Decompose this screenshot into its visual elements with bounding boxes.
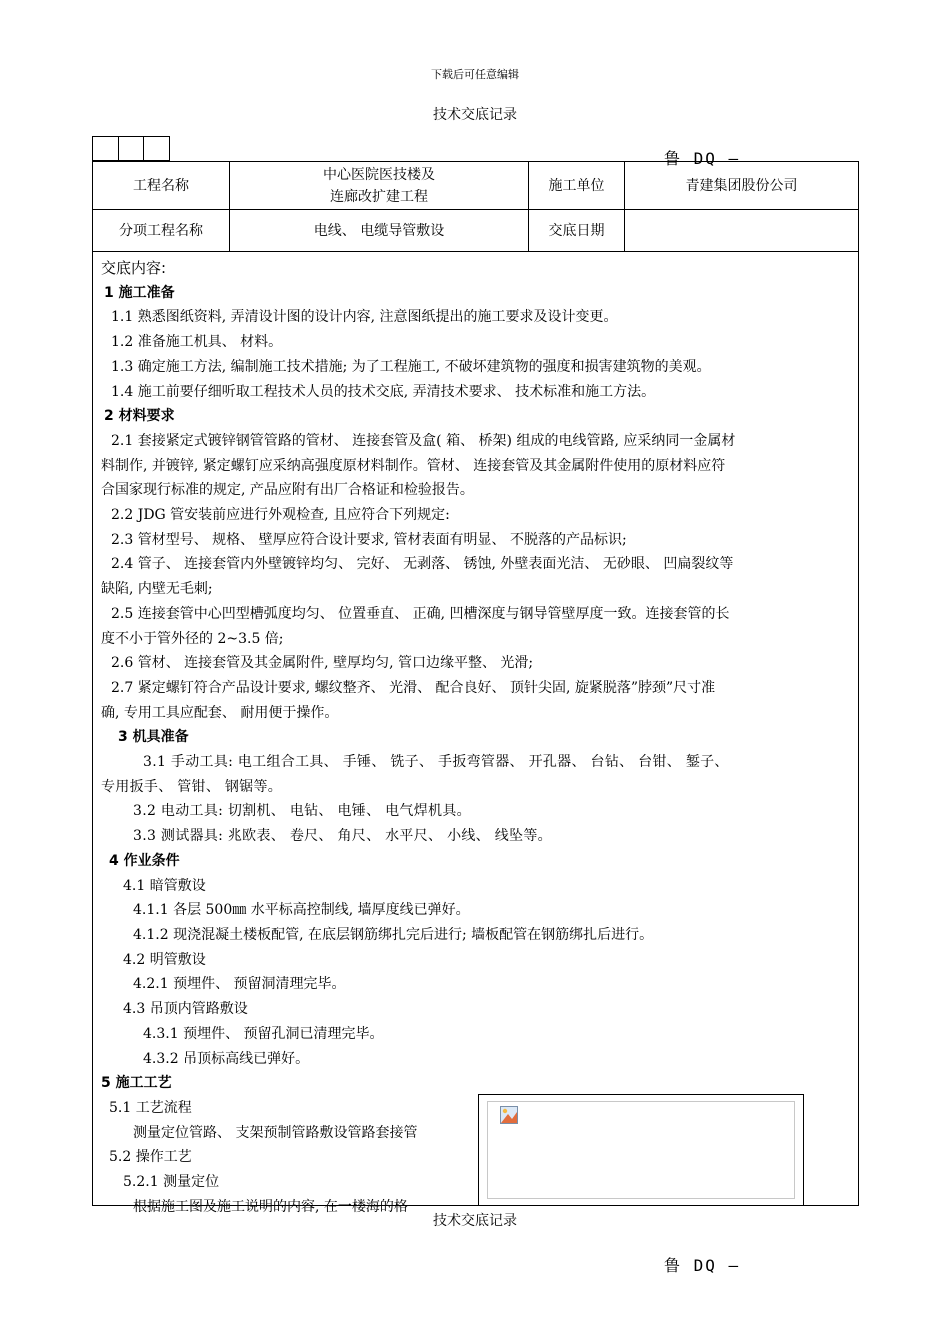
- item-1-3: 1.3 确定施工方法, 编制施工技术措施; 为了工程施工, 不破坏建筑物的强度和损害建筑物的美观。: [111, 358, 711, 375]
- item-1-1: 1.1 熟悉图纸资料, 弄清设计图的设计内容, 注意图纸提出的施工要求及设计变更。: [111, 309, 618, 326]
- item-2-5-line2: 度不小于管外径的 2~3.5 倍;: [101, 630, 284, 647]
- project-name-line2: 连廊改扩建工程: [330, 188, 428, 205]
- header-note: 下载后可任意编辑: [431, 68, 519, 81]
- footer-title: 技术交底记录: [433, 1213, 517, 1229]
- item-2-4-line2: 缺陷, 内壁无毛刺;: [101, 581, 213, 598]
- content-label: 交底内容:: [101, 259, 167, 277]
- flowchart-image-frame: [478, 1094, 804, 1206]
- sign-box: [144, 137, 169, 160]
- sign-box: [93, 137, 119, 160]
- item-2-2: 2.2 JDG 管安装前应进行外观检查, 且应符合下列规定:: [111, 507, 450, 524]
- item-3-1-line1: 3.1 手动工具: 电工组合工具、 手锤、 铣子、 手扳弯管器、 开孔器、 台钻、 台钳、 錾子、: [143, 754, 729, 771]
- date-label: 交底日期: [529, 210, 625, 252]
- project-name-line1: 中心医院医技楼及: [323, 166, 435, 183]
- item-2-3: 2.3 管材型号、 规格、 壁厚应符合设计要求, 管材表面有明显、 不脱落的产品标识;: [111, 531, 627, 548]
- section-3-heading: 3 机具准备: [118, 729, 189, 746]
- item-5-1-text: 测量定位管路、 支架预制管路敷设管路套接管: [133, 1124, 418, 1141]
- sign-box: [119, 137, 145, 160]
- footer-code: 鲁 DQ —: [664, 1256, 741, 1275]
- item-5-2: 5.2 操作工艺: [109, 1149, 192, 1166]
- info-table: [92, 161, 859, 252]
- item-3-2: 3.2 电动工具: 切割机、 电钻、 电锤、 电气焊机具。: [133, 803, 471, 820]
- item-2-1-line3: 合国家现行标准的规定, 产品应附有出厂合格证和检验报告。: [101, 482, 474, 499]
- sub-project-label: 分项工程名称: [93, 210, 230, 252]
- item-4-3-2: 4.3.2 吊顶标高线已弹好。: [143, 1050, 310, 1067]
- item-2-1-line2: 料制作, 并镀锌, 紧定螺钉应采纳高强度原材料制作。管材、 连接套管及其金属附件使用的原材料应符: [101, 457, 726, 474]
- image-placeholder: [487, 1101, 795, 1199]
- item-5-2-1: 5.2.1 测量定位: [123, 1174, 220, 1191]
- item-1-4: 1.4 施工前要仔细听取工程技术人员的技术交底, 弄清技术要求、 技术标准和施工方法。: [111, 383, 656, 400]
- date-value: [625, 210, 859, 252]
- item-3-3: 3.3 测试器具: 兆欧表、 卷尺、 角尺、 水平尺、 小线、 线坠等。: [133, 828, 552, 845]
- project-name-label: 工程名称: [93, 162, 230, 210]
- content-box: [92, 252, 859, 1215]
- broken-image-icon: [500, 1106, 518, 1124]
- item-2-7-line2: 确, 专用工具应配套、 耐用便于操作。: [101, 704, 339, 721]
- item-2-5-line1: 2.5 连接套管中心凹型槽弧度均匀、 位置垂直、 正确, 凹槽深度与钢导管壁厚度一致。连接套管的长: [111, 605, 730, 622]
- unit-value: 青建集团股份公司: [625, 162, 859, 210]
- item-4-3: 4.3 吊顶内管路敷设: [123, 1001, 248, 1018]
- sign-boxes: [92, 136, 170, 161]
- sub-project-value: 电线、 电缆导管敷设: [230, 210, 529, 252]
- item-4-3-1: 4.3.1 预埋件、 预留孔洞已清理完毕。: [143, 1025, 384, 1042]
- section-2-heading: 2 材料要求: [104, 408, 175, 425]
- doc-code: 鲁 DQ —: [664, 149, 741, 168]
- item-3-1-line2: 专用扳手、 管钳、 钢锯等。: [101, 778, 283, 795]
- unit-label: 施工单位: [529, 162, 625, 210]
- item-5-cut-line: 根据施工图及施工说明的内容, 在一楼海的格: [133, 1198, 408, 1215]
- item-4-1-1: 4.1.1 各层 500㎜ 水平标高控制线, 墙厚度线已弹好。: [133, 902, 470, 919]
- item-2-4-line1: 2.4 管子、 连接套管内外壁镀锌均匀、 完好、 无剥落、 锈蚀, 外壁表面光洁、 无砂眼、 凹扁裂纹等: [111, 556, 734, 573]
- item-1-2: 1.2 准备施工机具、 材料。: [111, 334, 283, 351]
- item-2-1-line1: 2.1 套接紧定式镀锌钢管管路的管材、 连接套管及盒( 箱、 桥架) 组成的电线管路, 应采纳同一金属材: [111, 432, 736, 449]
- item-2-6: 2.6 管材、 连接套管及其金属附件, 壁厚均匀, 管口边缘平整、 光滑;: [111, 655, 534, 672]
- page-title: 技术交底记录: [433, 107, 517, 123]
- item-2-7-line1: 2.7 紧定螺钉符合产品设计要求, 螺纹整齐、 光滑、 配合良好、 顶针尖固, 旋紧脱落”脖颈”尺寸准: [111, 679, 716, 696]
- section-4-heading: 4 作业条件: [109, 852, 180, 869]
- item-5-1: 5.1 工艺流程: [109, 1099, 192, 1116]
- item-4-1-2: 4.1.2 现浇混凝土楼板配管, 在底层钢筋绑扎完后进行; 墙板配管在钢筋绑扎后进行。: [133, 926, 654, 943]
- project-name-value: [230, 162, 529, 210]
- item-4-2: 4.2 明管敷设: [123, 951, 206, 968]
- item-4-2-1: 4.2.1 预埋件、 预留洞清理完毕。: [133, 976, 346, 993]
- section-5-heading: 5 施工工艺: [101, 1075, 172, 1092]
- content-text: [101, 256, 851, 1219]
- section-1-heading: 1 施工准备: [104, 284, 175, 301]
- item-4-1: 4.1 暗管敷设: [123, 877, 206, 894]
